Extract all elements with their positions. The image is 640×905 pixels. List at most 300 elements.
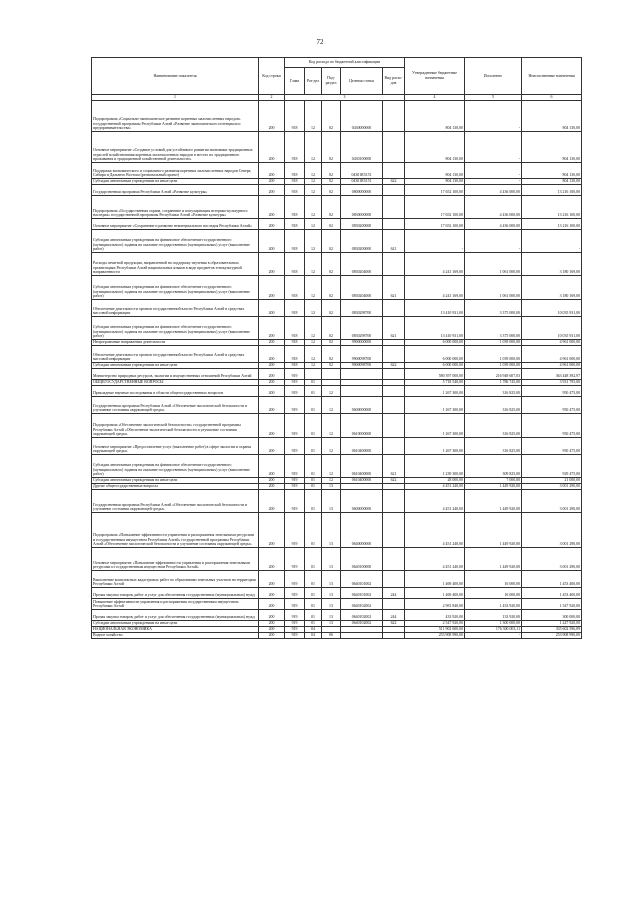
row-unexecuted-amount: 3 001 290,00 [522,484,582,490]
row-executed-amount: 1 061 000,00 [465,276,522,300]
row-chapter: 919 [285,571,305,588]
row-chapter: 919 [285,627,305,633]
row-approved-amount: 13 410 931,00 [405,317,465,340]
row-target-article: 0640100000 [341,548,383,571]
table-row [92,513,582,548]
row-executed-amount: - [465,132,522,163]
row-chapter: 919 [285,438,305,455]
row-line-code: 200 [259,369,285,380]
row-section: 12 [305,276,322,300]
row-target-article: 0430000000 [341,101,383,132]
row-expense-type [383,633,405,639]
row-subsection: 13 [322,513,341,548]
row-target-article: 9900098700 [341,346,383,363]
table-row [92,599,582,610]
row-approved-amount: 28 000,00 [405,478,465,484]
row-subsection: 02 [322,179,341,185]
row-expense-type: 621 [383,230,405,253]
table-row [92,230,582,253]
row-chapter: 919 [285,548,305,571]
row-expense-type: 244 [383,588,405,599]
row-subsection: 12 [322,478,341,484]
table-row [92,610,582,621]
row-chapter: 918 [285,230,305,253]
row-section: 01 [305,599,322,610]
row-section: 12 [305,300,322,317]
row-line-code: 200 [259,363,285,369]
row-executed-amount: 1 039 000,00 [465,340,522,346]
row-unexecuted-amount: 13 216 100,00 [522,219,582,230]
row-approved-amount: 2 981 840,00 [405,599,465,610]
row-unexecuted-amount: 4 961 000,00 [522,346,582,363]
row-executed-amount: 1 433 920,00 [465,599,522,610]
row-section: 12 [305,340,322,346]
row-executed-amount: - [465,101,522,132]
row-name: Другие общегосударственные вопросы [92,484,259,490]
row-subsection: 02 [322,230,341,253]
row-line-code: 200 [259,179,285,185]
row-line-code: 200 [259,438,285,455]
row-target-article: 0610400000 [341,455,383,478]
row-executed-amount: 309 825,00 [465,455,522,478]
table-row [92,438,582,455]
row-line-code: 200 [259,571,285,588]
row-line-code: 200 [259,132,285,163]
row-line-code: 200 [259,380,285,386]
row-executed-amount: 1 449 920,00 [465,548,522,571]
row-target-article: 04301R5151 [341,179,383,185]
table-row [92,132,582,163]
row-chapter: 918 [285,196,305,219]
row-name: Субсидии автономным учреждениям на иные цели [92,621,259,627]
row-chapter: 919 [285,369,305,380]
row-chapter: 918 [285,163,305,179]
row-unexecuted-amount: 3 180 169,00 [522,253,582,276]
row-approved-amount: 17 652 100,00 [405,196,465,219]
table-row [92,253,582,276]
row-expense-type: 622 [383,621,405,627]
row-expense-type [383,397,405,414]
row-chapter: 919 [285,588,305,599]
row-target-article: 0640102002 [341,621,383,627]
row-expense-type [383,571,405,588]
row-target-article: 0800000000 [341,185,383,196]
header-executed: Исполнено [465,58,522,95]
header-chapter: Глава [285,68,305,95]
row-expense-type: 621 [383,276,405,300]
row-line-code: 200 [259,633,285,639]
row-section [305,369,322,380]
row-approved-amount: 6 000 000,00 [405,346,465,363]
row-expense-type: 622 [383,478,405,484]
table-row [92,588,582,599]
row-section: 12 [305,363,322,369]
row-subsection: 13 [322,571,341,588]
row-target-article: 0830204000 [341,253,383,276]
row-approved-amount: 4 241 169,00 [405,253,465,276]
row-line-code: 200 [259,513,285,548]
row-chapter: 919 [285,621,305,627]
row-executed-amount: 16 000,00 [465,588,522,599]
row-target-article: 0830298700 [341,317,383,340]
row-executed-amount: - [465,230,522,253]
row-chapter: 919 [285,599,305,610]
row-unexecuted-amount: 253 908 990,00 [522,633,582,639]
row-name: Подпрограмма «Повышение эффективности управления и распоряжения земельными ресурсами и государственным имуществом Республики Алтай» государственной программы Республики Алтай «Обеспечение экологической безопасности и улучшение состояния окружающей среды» [92,513,259,548]
row-target-article: 0640102002 [341,599,383,610]
row-expense-type [383,219,405,230]
row-line-code: 200 [259,317,285,340]
row-subsection: 13 [322,621,341,627]
header-expense-type: Вид расхо-дов [383,68,405,95]
row-section: 12 [305,346,322,363]
row-line-code: 200 [259,397,285,414]
row-unexecuted-amount: 3 001 290,00 [522,548,582,571]
row-name: Расходы печатной продукции, направленной на поддержку изучения в образовательных организациях Республики Алтай национальных языков в виде предметов этнокультурной направленности [92,253,259,276]
row-approved-amount: 580 397 000,00 [405,369,465,380]
row-approved-amount: 2 547 920,00 [405,621,465,627]
row-unexecuted-amount: 363 448 392,97 [522,369,582,380]
row-expense-type [383,132,405,163]
row-chapter: 919 [285,397,305,414]
row-name: Субсидии автономным учреждениям на иные цели [92,363,259,369]
row-line-code: 200 [259,163,285,179]
row-approved-amount: 6 000 000,00 [405,340,465,346]
row-chapter: 919 [285,484,305,490]
row-approved-amount: 4 241 169,00 [405,276,465,300]
row-expense-type [383,490,405,513]
row-approved-amount: 804 130,00 [405,132,465,163]
row-target-article: 0430100000 [341,132,383,163]
row-expense-type [383,369,405,380]
row-chapter: 919 [285,478,305,484]
row-subsection: 02 [322,300,341,317]
row-section: 04 [305,633,322,639]
row-line-code: 200 [259,414,285,438]
row-expense-type [383,300,405,317]
row-section: 01 [305,490,322,513]
row-executed-amount: 316 825,00 [465,438,522,455]
row-approved-amount: 804 130,00 [405,179,465,185]
row-line-code: 200 [259,340,285,346]
row-section: 01 [305,548,322,571]
row-target-article: 0640101002 [341,588,383,599]
row-approved-amount: 1 469 400,00 [405,571,465,588]
row-unexecuted-amount: 21 000,00 [522,478,582,484]
row-unexecuted-amount: 1 247 920,00 [522,621,582,627]
row-line-code: 200 [259,276,285,300]
row-name: Основное мероприятие «Сохранение и развитие нематериального наследия Республики Алтай» [92,219,259,230]
row-section: 01 [305,455,322,478]
row-target-article [341,386,383,397]
row-name: Непрограммные направления деятельности [92,340,259,346]
row-expense-type: 621 [383,317,405,340]
row-subsection: 12 [322,397,341,414]
row-line-code: 200 [259,219,285,230]
row-approved-amount: 4 451 240,00 [405,490,465,513]
row-line-code: 200 [259,548,285,571]
row-name: Подпрограмма «Социально-экономическое развитие коренных малочисленных народов» государственной программы Республики Алтай «Развитие экономического потенциала и предпринимательства» [92,101,259,132]
row-unexecuted-amount: 804 130,00 [522,132,582,163]
row-expense-type [383,414,405,438]
table-header [92,58,582,101]
row-chapter: 918 [285,101,305,132]
row-subsection: 02 [322,346,341,363]
row-line-code: 200 [259,621,285,627]
row-executed-amount: 1 449 920,00 [465,513,522,548]
table-row [92,317,582,340]
row-line-code: 200 [259,588,285,599]
row-section: 12 [305,132,322,163]
row-unexecuted-amount: 10 035 931,00 [522,317,582,340]
row-expense-type [383,513,405,548]
row-approved-amount: 13 410 931,00 [405,300,465,317]
row-section: 01 [305,588,322,599]
row-chapter: 919 [285,386,305,397]
row-target-article: 0640101002 [341,571,383,588]
row-unexecuted-amount: 804 130,00 [522,179,582,185]
row-section: 01 [305,380,322,386]
row-section: 12 [305,317,322,340]
row-executed-amount: 16 000,00 [465,571,522,588]
row-section: 01 [305,484,322,490]
row-expense-type: 621 [383,455,405,478]
row-approved-amount: 804 130,00 [405,101,465,132]
row-chapter: 918 [285,300,305,317]
row-target-article: 0830000000 [341,196,383,219]
row-expense-type [383,599,405,610]
row-unexecuted-amount: 13 216 100,00 [522,196,582,219]
row-chapter: 919 [285,380,305,386]
row-section: 12 [305,163,322,179]
row-name: Основное мероприятие «Создание условий для устойчивого развития экономики традиционных отраслей хозяйствования коренных малочисленных народов в местах их традиционного проживания и традиционной хозяйственной деятельности» [92,132,259,163]
row-name: Государственная программа Республики Алтай «Обеспечение экологической безопасности и улучшение состояния окружающей среды» [92,490,259,513]
row-approved-amount: 1 267 300,00 [405,438,465,455]
row-chapter: 919 [285,490,305,513]
row-line-code: 200 [259,346,285,363]
column-number: 3 [285,95,405,101]
row-unexecuted-amount: 4 961 000,00 [522,340,582,346]
row-chapter: 918 [285,219,305,230]
row-line-code: 200 [259,230,285,253]
row-line-code: 200 [259,253,285,276]
row-subsection: 02 [322,253,341,276]
header-name: Наименование показателя [92,58,259,95]
row-subsection [322,369,341,380]
row-subsection: 12 [322,386,341,397]
table-row [92,633,582,639]
row-section: 01 [305,610,322,621]
row-target-article: 0830200000 [341,219,383,230]
row-chapter: 919 [285,414,305,438]
column-number: 5 [465,95,522,101]
row-subsection: 02 [322,101,341,132]
row-name: Государственная программа Республики Алтай «Развитие культуры» [92,185,259,196]
header-line-code: Код строки [259,58,285,95]
row-chapter: 918 [285,253,305,276]
row-approved-amount: 511 902 600,00 [405,627,465,633]
row-chapter: 919 [285,455,305,478]
column-number: 1 [92,95,259,101]
row-chapter: 918 [285,132,305,163]
row-line-code: 200 [259,478,285,484]
table-row [92,571,582,588]
row-name: Государственная программа Республики Алтай «Обеспечение экологической безопасности и улучшение состояния окружающей среды» [92,397,259,414]
row-executed-amount: 7 000,00 [465,478,522,484]
row-subsection: 12 [322,414,341,438]
table-row [92,196,582,219]
row-executed-amount: 4 436 000,00 [465,196,522,219]
row-expense-type: 622 [383,179,405,185]
row-approved-amount: 5 718 540,00 [405,380,465,386]
row-name: Прочая закупка товаров, работ и услуг для обеспечения государственных (муниципальных) нужд [92,588,259,599]
row-unexecuted-amount: 10 035 931,00 [522,300,582,317]
header-unexecuted: Неисполненные назначения [522,58,582,95]
row-target-article: 0600000000 [341,397,383,414]
table-row [92,369,582,380]
row-name: Повышение эффективности управления и распоряжения государственным имуществом Республики Алтай [92,599,259,610]
row-executed-amount: 1 449 920,00 [465,490,522,513]
row-section: 12 [305,253,322,276]
row-unexecuted-amount: 950 475,00 [522,414,582,438]
row-section: 12 [305,219,322,230]
row-subsection: 02 [322,196,341,219]
row-executed-amount: - [465,633,522,639]
row-executed-amount: 1 039 000,00 [465,346,522,363]
row-line-code: 200 [259,196,285,219]
row-target-article: 0830200000 [341,230,383,253]
row-approved-amount: 6 000 000,00 [405,363,465,369]
row-name: Субсидии автономным учреждениям на финансовое обеспечение государственного (муниципального) задания на оказание государственных (муниципальных) услуг (выполнение работ) [92,317,259,340]
row-executed-amount: 316 825,00 [465,386,522,397]
column-number: 6 [522,95,582,101]
row-approved-amount: 4 451 240,00 [405,484,465,490]
row-name: Субсидии автономным учреждениям на финансовое обеспечение государственного (муниципального) задания на оказание государственных (муниципальных) услуг (выполнение работ) [92,276,259,300]
row-name: Поддержка экономического и социального развития коренных малочисленных народов Севера, Сибири и Дальнего Востока (региональный проект) [92,163,259,179]
row-chapter: 919 [285,513,305,548]
row-expense-type: 244 [383,610,405,621]
row-expense-type [383,438,405,455]
row-target-article: 0610400000 [341,478,383,484]
row-expense-type [383,185,405,196]
row-approved-amount: 1 267 300,00 [405,414,465,438]
row-executed-amount: 3 375 000,00 [465,300,522,317]
row-name: Основное мероприятие «Предоставление услуг (выполнение работ) в сфере экологии и охраны окружающей среды» [92,438,259,455]
row-unexecuted-amount: - [522,230,582,253]
row-section: 01 [305,513,322,548]
row-chapter: 919 [285,610,305,621]
row-target-article: 0600000000 [341,490,383,513]
row-executed-amount: 1 449 920,00 [465,484,522,490]
table-row [92,490,582,513]
row-approved-amount: 1 469 400,00 [405,588,465,599]
row-name: Обеспечение деятельности органов государственной власти Республики Алтай в средствах массовой информации [92,300,259,317]
row-subsection: 02 [322,132,341,163]
row-unexecuted-amount: 3 001 290,00 [522,513,582,548]
row-approved-amount: 1 239 300,00 [405,455,465,478]
row-section: 01 [305,414,322,438]
table-row [92,300,582,317]
row-name: Обеспечение деятельности органов государственной власти Республики Алтай в средствах массовой информации [92,346,259,363]
row-approved-amount: 1 267 300,00 [405,386,465,397]
row-approved-amount: 17 652 100,00 [405,185,465,196]
row-target-article: 9900098700 [341,363,383,369]
row-expense-type [383,346,405,363]
row-unexecuted-amount: 13 216 100,00 [522,185,582,196]
row-executed-amount: 4 436 000,00 [465,219,522,230]
row-target-article: 0610000000 [341,414,383,438]
row-target-article [341,633,383,639]
row-name: Выполнение комплексных кадастровых работ по образованию земельных участков на территории Республики Алтай [92,571,259,588]
column-number: 2 [259,95,285,101]
header-approved: Утвержденные бюджетные назначения [405,58,465,95]
row-expense-type [383,548,405,571]
row-unexecuted-amount: 3 931 795,00 [522,380,582,386]
row-line-code: 200 [259,599,285,610]
row-subsection: 02 [322,317,341,340]
row-target-article: 0640000000 [341,513,383,548]
row-subsection: 12 [322,455,341,478]
row-unexecuted-amount: 300 000,00 [522,610,582,621]
column-number: 4 [405,95,465,101]
row-executed-amount: 316 825,00 [465,397,522,414]
row-name: Водное хозяйство [92,633,259,639]
row-section: 01 [305,438,322,455]
row-expense-type [383,196,405,219]
row-expense-type [383,253,405,276]
row-executed-amount: 1 061 000,00 [465,253,522,276]
row-unexecuted-amount: 950 475,00 [522,386,582,397]
row-approved-amount: 4 451 240,00 [405,513,465,548]
row-executed-amount: 1 039 000,00 [465,363,522,369]
row-target-article: 0830298700 [341,300,383,317]
row-executed-amount: 316 825,00 [465,414,522,438]
row-subsection: 13 [322,599,341,610]
table-row [92,219,582,230]
header-target-article: Целевая статья [341,68,383,95]
table-row [92,455,582,478]
row-line-code: 200 [259,627,285,633]
page-number: 72 [316,38,324,46]
table-row [92,548,582,571]
row-line-code: 200 [259,484,285,490]
row-executed-amount: 3 375 000,00 [465,317,522,340]
row-executed-amount: - [465,179,522,185]
row-subsection: 12 [322,438,341,455]
row-section: 01 [305,621,322,627]
row-line-code: 200 [259,101,285,132]
row-executed-amount: 1 786 745,00 [465,380,522,386]
row-target-article: 0640102002 [341,610,383,621]
row-section: 01 [305,397,322,414]
row-line-code: 200 [259,300,285,317]
table-row [92,276,582,300]
row-executed-amount: - [465,163,522,179]
row-expense-type [383,163,405,179]
row-name: Прикладные научные исследования в области общегосударственных вопросов [92,386,259,397]
header-section: Раз-дел [305,68,322,95]
row-subsection: 02 [322,363,341,369]
row-subsection: 02 [322,340,341,346]
row-name: Субсидии автономным учреждениям на финансовое обеспечение государственного (муниципального) задания на оказание государственных (муниципальных) услуг (выполнение работ) [92,230,259,253]
row-executed-amount: 176 300 003,11 [465,627,522,633]
row-executed-amount: 133 920,00 [465,610,522,621]
row-section: 01 [305,478,322,484]
row-section: 04 [305,627,322,633]
row-chapter: 918 [285,185,305,196]
row-section: 12 [305,101,322,132]
row-target-article: 9900000000 [341,340,383,346]
